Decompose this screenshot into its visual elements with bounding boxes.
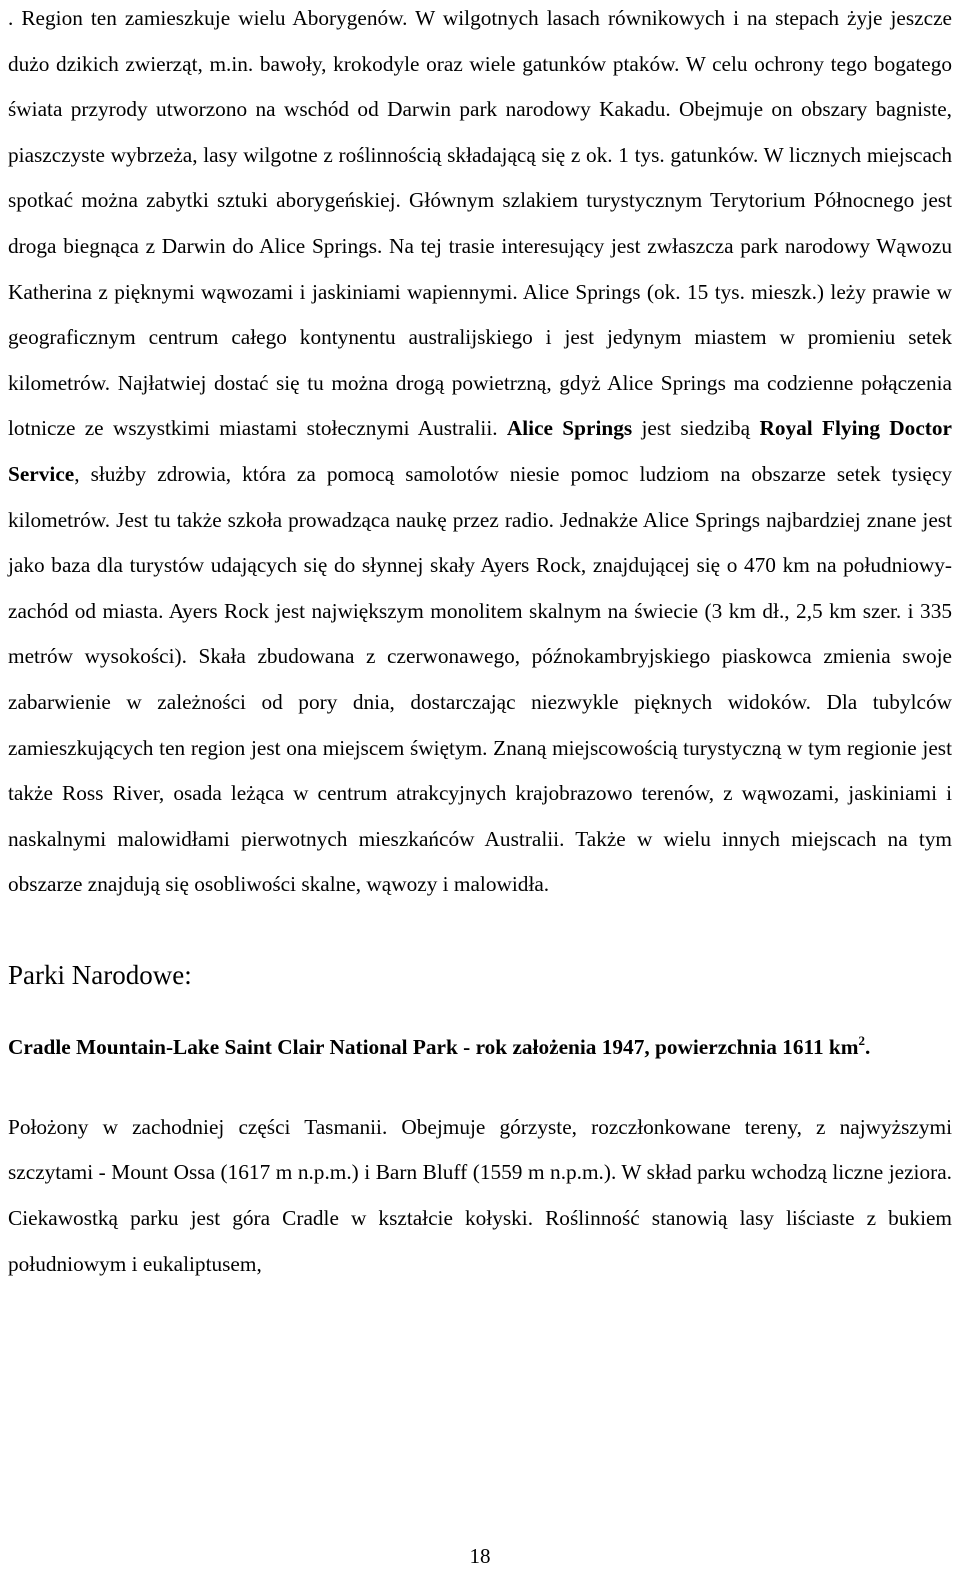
page-number: 18 <box>469 1544 491 1568</box>
paragraph-aborigines-alice-springs <box>8 0 952 908</box>
park-heading-text: Cradle Mountain-Lake Saint Clair National Park - rok założenia 1947, powierzchnia 1611 km <box>8 1034 859 1059</box>
park-heading-cradle-mountain <box>8 1026 952 1068</box>
bold-term-alice-springs: Alice Springs <box>506 416 633 441</box>
section-heading-national-parks: Parki Narodowe: <box>8 959 192 990</box>
paragraph-text: jest siedzibą <box>632 416 760 441</box>
park-heading-suffix: . <box>865 1034 871 1059</box>
park-heading-superscript: 2 <box>858 1032 866 1048</box>
document-page <box>8 0 952 1287</box>
paragraph-text: . Region ten zamieszkuje wielu Aborygenów. W wilgotnych lasach równikowych i na stepach żyje jeszcze dużo dzikich zwierząt, m.in. bawoły, krokodyle oraz wiele gatunków ptaków. W celu ochrony tego bogatego świata przyrody utworzono na wschód od Darwin park narodowy Kakadu. Obejmuje on obszary bagniste, piaszczyste wybrzeża, lasy wilgotne z roślinnością składającą się z ok. 1 tys. gatunków. W licznych miejscach spotkać można zabytki sztuki aborygeńskiej. Głównym szlakiem turystycznym Terytorium Północnego jest droga biegnąca z Darwin do Alice Springs. Na tej trasie interesujący jest zwłaszcza park narodowy Wąwozu Katherina z pięknymi wąwozami i jaskiniami wapiennymi. Alice Springs (ok. 15 tys. mieszk.) leży prawie w geograficznym centrum całego kontynentu australijskiego i jest jedynym miastem w promieniu setek kilometrów. Najłatwiej dostać się tu można drogą powietrzną, gdyż Alice Springs ma codzienne połączenia lotnicze ze wszystkimi miastami stołecznymi Australii. <box>8 6 952 441</box>
paragraph-cradle-mountain-description: Położony w zachodniej części Tasmanii. Obejmuje górzyste, rozczłonkowane tereny, z najwyższymi szczytami - Mount Ossa (1617 m n.p.m.) i Barn Bluff (1559 m n.p.m.). W skład parku wchodzą liczne jeziora. Ciekawostką parku jest góra Cradle w kształcie kołyski. Roślinność stanowią lasy liściaste z bukiem południowym i eukaliptusem, <box>8 1114 952 1276</box>
bold-term-royal-flying-doctor-service: Royal Flying Doctor Service <box>8 416 952 486</box>
paragraph-text: , służby zdrowia, która za pomocą samolotów niesie pomoc ludziom na obszarze setek tysięcy kilometrów. Jest tu także szkoła prowadząca naukę przez radio. Jednakże Alice Springs najbardziej znane jest jako baza dla turystów udających się do słynnej skały Ayers Rock, znajdującej się o 470 km na południowy-zachód od miasta. Ayers Rock jest największym monolitem skalnym na świecie (3 km dł., 2,5 km szer. i 335 metrów wysokości). Skała zbudowana z czerwonawego, późnokambryjskiego piaskowca zmienia swoje zabarwienie w zależności od pory dnia, dostarczając niezwykle pięknych widoków. Dla tubylców zamieszkujących ten region jest ona miejscem świętym. Znaną miejscowością turystyczną w tym regionie jest także Ross River, osada leżąca w centrum atrakcyjnych krajobrazowo terenów, z wąwozami, jaskiniami i naskalnymi malowidłami pierwotnych mieszkańców Australii. Także w wielu innych miejscach na tym obszarze znajdują się osobliwości skalne, wąwozy i malowidła. <box>8 461 952 897</box>
